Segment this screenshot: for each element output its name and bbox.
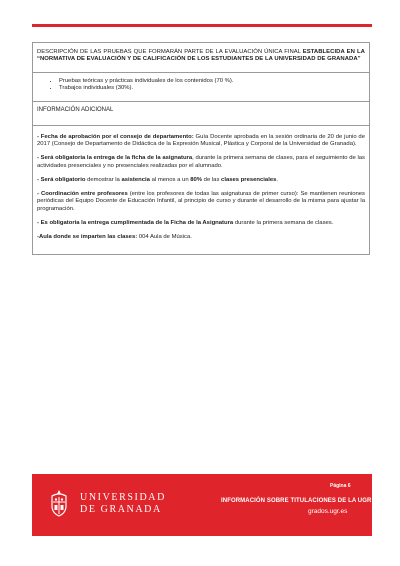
page-number: Página 6 <box>330 483 351 489</box>
evaluation-list-section <box>33 73 369 102</box>
approval-text: Guía Docente aprobada en la sesión ordinaria de 20 de junio de 2017 (Consejo de Departamento de Didáctica de la Expresión Musical, Plástica y Corporal de la Universidad de Granada). <box>37 133 365 147</box>
attendance-word: asistencia <box>121 176 150 183</box>
info-body <box>33 126 369 254</box>
university-line2: DE GRANADA <box>80 504 162 515</box>
form-label: - Será obligatoria la entrega de la ficha de la asignatura <box>37 155 193 162</box>
university-line1: UNIVERSIDAD <box>80 492 166 503</box>
delivery-paragraph <box>37 220 365 227</box>
list-item: • Trabajos individuales (30%). <box>59 85 365 92</box>
info-title: INFORMACIÓN ADICIONAL <box>33 102 369 126</box>
attendance-classes: clases presenciales <box>221 176 277 183</box>
university-wordmark <box>80 492 166 516</box>
top-red-rule <box>32 24 372 27</box>
evaluation-list <box>37 78 365 93</box>
attendance-percent: 80% <box>190 176 203 183</box>
approval-paragraph <box>37 134 365 149</box>
footer-banner <box>32 474 372 536</box>
attendance-paragraph <box>37 177 365 184</box>
approval-label: - Fecha de aprobación por el consejo de departamento: <box>37 133 194 140</box>
attendance-text-d: . <box>276 176 279 183</box>
form-text: , durante la primera semana de clases, para el seguimiento de las actividades presenciales y no presenciales realizadas por el alumnado. <box>37 155 365 169</box>
titulaciones-label: INFORMACIÓN SOBRE TITULACIONES DE LA UGR <box>221 498 372 504</box>
coordination-text: (entre los profesores de todas las asignaturas de primer curso): Se mantienen reuniones periódicas del Equipo Docente de Educación Infantil, al principio de curso y durante el desarrollo de la misma para ajustar la programación. <box>37 191 365 212</box>
evaluation-heading-line1: DESCRIPCIÓN DE LAS PRUEBAS QUE FORMARÁN PARTE DE LA EVALUACIÓN ÚNICA FINAL <box>37 49 301 55</box>
form-paragraph <box>37 155 365 170</box>
content-table <box>32 42 370 255</box>
evaluation-heading-line2: ESTABLECIDA EN LA “NORMATIVA DE EVALUACIÓN Y DE CALIFICACIÓN DE LOS ESTUDIANTES DE LA UNIVERSIDAD DE GRANADA” <box>37 49 365 63</box>
delivery-text: durante la primera semana de clases. <box>233 220 334 226</box>
attendance-text-b: al menos a un <box>149 176 191 183</box>
attendance-label: - Será obligatorio <box>37 176 86 183</box>
classroom-paragraph <box>37 234 365 241</box>
classroom-text: 004 Aula de Música. <box>137 234 192 241</box>
coordination-paragraph <box>37 191 365 213</box>
attendance-text-a: demostrar la <box>85 176 122 183</box>
evaluation-heading <box>33 43 369 73</box>
list-item: • Pruebas teóricas y prácticas individuales de los contenidos (70 %). <box>59 78 365 85</box>
classroom-label: -Aula donde se imparten las clases: <box>37 234 138 241</box>
university-crest-icon <box>48 488 70 518</box>
delivery-label: - Es obligatoria la entrega cumplimentada de la Ficha de la Asignatura <box>37 220 234 226</box>
coordination-label: - Coordinación entre profesores <box>37 191 128 198</box>
attendance-text-c: de las <box>202 176 222 183</box>
grados-link[interactable]: grados.ugr.es <box>308 508 348 515</box>
